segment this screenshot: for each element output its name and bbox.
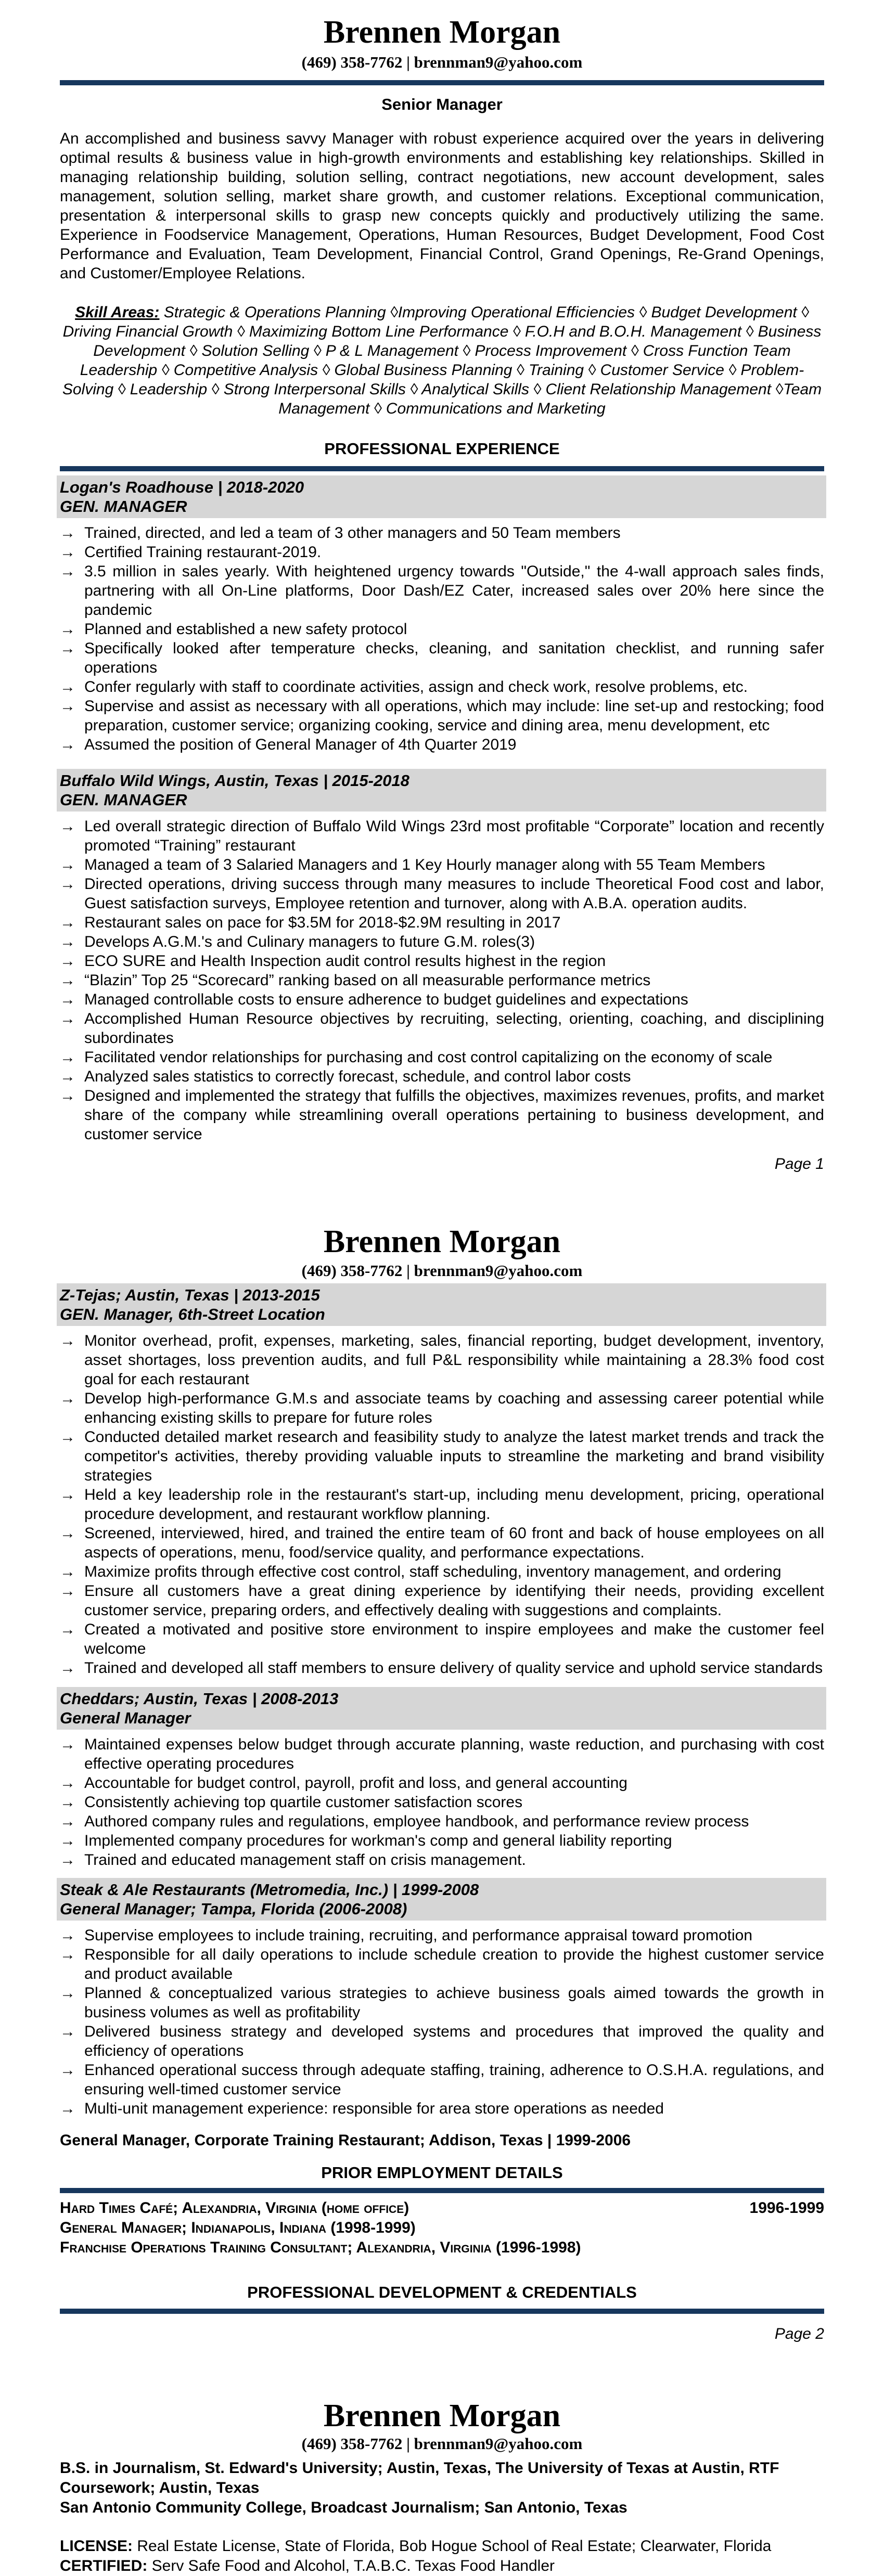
bullet-text: Managed a team of 3 Salaried Managers and 1 Key Hourly manager along with 55 Team Members xyxy=(84,856,765,873)
contact-line: (469) 358-7762 | brennman9@yahoo.com xyxy=(301,2435,583,2453)
arrow-bullet-icon: → xyxy=(60,678,75,695)
bullet-text: Develops A.G.M.'s and Culinary managers to future G.M. roles(3) xyxy=(84,933,535,950)
bullet-text: Facilitated vendor relationships for purchasing and cost control capitalizing on the economy of scale xyxy=(84,1049,773,1066)
bullet-list xyxy=(60,1331,824,1678)
bullet-item xyxy=(60,543,824,562)
license-label: LICENSE: xyxy=(60,2538,133,2555)
job-title: General Manager xyxy=(60,1709,191,1727)
bullet-text: Certified Training restaurant-2019. xyxy=(84,544,322,561)
professional-development-rule xyxy=(60,2309,824,2314)
header-rule xyxy=(60,80,824,85)
bullet-list xyxy=(60,817,824,1144)
bullet-item xyxy=(60,639,824,677)
arrow-bullet-icon: → xyxy=(60,2023,75,2040)
arrow-bullet-icon: → xyxy=(60,563,75,580)
arrow-bullet-icon: → xyxy=(60,933,75,950)
bullet-text: Maintained expenses below budget through accurate planning, waste reduction, and purchasing with cost effective operating procedures xyxy=(84,1736,824,1772)
bullet-item xyxy=(60,874,824,913)
arrow-bullet-icon: → xyxy=(60,1851,75,1869)
education-line-2: San Antonio Community College, Broadcast Journalism; San Antonio, Texas xyxy=(60,2499,627,2516)
bullet-text: Planned & conceptualized various strategies to achieve business goals aimed towards the growth in business volumes as well as profitability xyxy=(84,1985,824,2021)
bullet-item xyxy=(60,1067,824,1086)
arrow-bullet-icon: → xyxy=(60,856,75,873)
arrow-bullet-icon: → xyxy=(60,1087,75,1104)
bullet-item xyxy=(60,620,824,639)
bullet-item xyxy=(60,697,824,735)
bullet-item xyxy=(60,1983,824,2022)
certified-line xyxy=(60,2556,824,2576)
job-header-band xyxy=(57,1687,826,1730)
bullet-item xyxy=(60,1331,824,1389)
certified-label: CERTIFIED: xyxy=(60,2557,148,2574)
job-section-buffalo-wild-wings xyxy=(60,769,824,1144)
bullet-text: Specifically looked after temperature checks, cleaning, and sanitation checklist, and running safer operations xyxy=(84,640,824,676)
gm-summary-line: General Manager, Corporate Training Restaurant; Addison, Texas | 1999-2006 xyxy=(60,2132,631,2149)
education-line-1: B.S. in Journalism, St. Edward's University; Austin, Texas, The University of Texas at Austin, RTF Coursework; Austin, Texas xyxy=(60,2459,779,2496)
bullet-item xyxy=(60,1945,824,1983)
bullet-text: Trained and educated management staff on crisis management. xyxy=(84,1851,526,1869)
page-title: Brennen Morgan xyxy=(323,2398,561,2433)
arrow-bullet-icon: → xyxy=(60,914,75,931)
bullet-item xyxy=(60,932,824,951)
bullet-item xyxy=(60,1812,824,1831)
arrow-bullet-icon: → xyxy=(60,1428,75,1446)
bullet-item xyxy=(60,1793,824,1812)
job-title: GEN. Manager, 6th-Street Location xyxy=(60,1305,325,1323)
bullet-text: Assumed the position of General Manager of 4th Quarter 2019 xyxy=(84,736,517,753)
arrow-bullet-icon: → xyxy=(60,1068,75,1085)
page-number: Page 1 xyxy=(774,1155,824,1173)
job-section-cheddars xyxy=(60,1687,824,1870)
arrow-bullet-icon: → xyxy=(60,1794,75,1811)
job-company: Steak & Ale Restaurants (Metromedia, Inc.) | 1999-2008 xyxy=(60,1881,479,1899)
bullet-text: Conducted detailed market research and feasibility study to analyze the latest market trends and track the competitor's activities, thereby providing valuable inputs to streamline the marketing and brand visibility strategies xyxy=(84,1428,824,1484)
bullet-item xyxy=(60,971,824,990)
bullet-text: Trained and developed all staff members to ensure delivery of quality service and uphold service standards xyxy=(84,1659,823,1677)
contact-line: (469) 358-7762 | brennman9@yahoo.com xyxy=(301,1261,583,1280)
bullet-text: Trained, directed, and led a team of 3 other managers and 50 Team members xyxy=(84,524,621,542)
arrow-bullet-icon: → xyxy=(60,2100,75,2117)
arrow-bullet-icon: → xyxy=(60,1659,75,1677)
bullet-text: Consistently achieving top quartile customer satisfaction scores xyxy=(84,1794,523,1811)
prior-text: General Manager; Indianapolis, Indiana (1998-1999) xyxy=(60,2219,416,2236)
page-number: Page 2 xyxy=(774,2325,824,2342)
bullet-item xyxy=(60,1389,824,1427)
arrow-bullet-icon: → xyxy=(60,1927,75,1944)
job-title: General Manager; Tampa, Florida (2006-2008) xyxy=(60,1900,407,1918)
page-title: Brennen Morgan xyxy=(323,1224,561,1259)
credentials-block xyxy=(60,2536,824,2576)
bullet-item xyxy=(60,1831,824,1850)
bullet-text: Supervise and assist as necessary with all operations, which may include: line set-up and restocking; food preparation, customer service; organizing cooking, service and dining area, menu development, etc xyxy=(84,698,824,734)
arrow-bullet-icon: → xyxy=(60,1832,75,1849)
job-section-steak-and-ale xyxy=(60,1878,824,2118)
bullet-text: Restaurant sales on pace for $3.5M for 2018-$2.9M resulting in 2017 xyxy=(84,914,561,931)
bullet-item xyxy=(60,951,824,971)
bullet-item xyxy=(60,990,824,1009)
arrow-bullet-icon: → xyxy=(60,1813,75,1830)
prior-text: Franchise Operations Training Consultant; Alexandria, Virginia (1996-1998) xyxy=(60,2239,581,2256)
bullet-text: Held a key leadership role in the restaurant's start-up, including menu development, pricing, operational procedure development, and restaurant workflow planning. xyxy=(84,1486,824,1523)
job-section-logans xyxy=(60,475,824,754)
job-header-band xyxy=(57,1878,826,1921)
arrow-bullet-icon: → xyxy=(60,1985,75,2002)
job-company: Cheddars; Austin, Texas | 2008-2013 xyxy=(60,1690,339,1708)
experience-heading: PROFESSIONAL EXPERIENCE xyxy=(324,440,560,458)
arrow-bullet-icon: → xyxy=(60,544,75,561)
job-title: GEN. MANAGER xyxy=(60,497,187,516)
arrow-bullet-icon: → xyxy=(60,1946,75,1963)
arrow-bullet-icon: → xyxy=(60,1774,75,1792)
prior-text: Hard Times Café; Alexandria, Virginia (home office) xyxy=(60,2199,409,2217)
arrow-bullet-icon: → xyxy=(60,621,75,638)
bullet-text: Directed operations, driving success through many measures to include Theoretical Food cost and labor, Guest satisfaction surveys, Employee retention and turnover, along with A.B.A. operation audits. xyxy=(84,875,824,912)
bullet-text: 3.5 million in sales yearly. With heightened urgency towards "Outside," the 4-wall approach sales finds, partnering with all On-Line platforms, Door Dash/EZ Cater, increased sales over 20% here since the pandemic xyxy=(84,563,824,619)
bullet-text: Enhanced operational success through adequate staffing, training, adherence to O.S.H.A. regulations, and ensuring well-timed customer service xyxy=(84,2062,824,2098)
arrow-bullet-icon: → xyxy=(60,640,75,657)
bullet-list xyxy=(60,1926,824,2118)
bullet-text: Monitor overhead, profit, expenses, marketing, sales, financial reporting, budget development, inventory, asset shortages, loss prevention audits, and full P&L responsibility while maintaining a 28.3% food cost goal for each restaurant xyxy=(84,1332,824,1388)
certified-text: Serv Safe Food and Alcohol, T.A.B.C. Texas Food Handler xyxy=(147,2557,555,2574)
bullet-text: Managed controllable costs to ensure adherence to budget guidelines and expectations xyxy=(84,991,688,1008)
skills-paragraph xyxy=(60,303,824,418)
prior-row xyxy=(60,2198,824,2218)
contact-line: (469) 358-7762 | brennman9@yahoo.com xyxy=(301,53,583,71)
arrow-bullet-icon: → xyxy=(60,1010,75,1027)
job-header-band xyxy=(57,475,826,518)
prior-row xyxy=(60,2238,824,2258)
bullet-item xyxy=(60,1485,824,1524)
bullet-text: Led overall strategic direction of Buffalo Wild Wings 23rd most profitable “Corporate” location and recently promoted “Training” restaurant xyxy=(84,818,824,854)
bullet-item xyxy=(60,1658,824,1678)
bullet-text: Supervise employees to include training, recruiting, and performance appraisal toward promotion xyxy=(84,1927,753,1944)
bullet-text: Authored company rules and regulations, employee handbook, and performance review process xyxy=(84,1813,749,1830)
bullet-list xyxy=(60,1735,824,1870)
arrow-bullet-icon: → xyxy=(60,736,75,753)
license-line xyxy=(60,2536,824,2556)
bullet-item xyxy=(60,562,824,620)
license-text: Real Estate License, State of Florida, Bob Hogue School of Real Estate; Clearwater, Florida xyxy=(133,2538,772,2555)
bullet-text: Confer regularly with staff to coordinate activities, assign and check work, resolve problems, etc. xyxy=(84,678,748,695)
bullet-item xyxy=(60,2060,824,2099)
bullet-item xyxy=(60,1086,824,1144)
arrow-bullet-icon: → xyxy=(60,972,75,989)
experience-rule xyxy=(60,466,824,471)
arrow-bullet-icon: → xyxy=(60,818,75,835)
arrow-bullet-icon: → xyxy=(60,1736,75,1753)
arrow-bullet-icon: → xyxy=(60,991,75,1008)
bullet-item xyxy=(60,1524,824,1562)
bullet-text: Multi-unit management experience: responsible for area store operations as needed xyxy=(84,2100,664,2117)
bullet-text: Responsible for all daily operations to include schedule creation to provide the highest customer service and product available xyxy=(84,1946,824,1982)
arrow-bullet-icon: → xyxy=(60,1621,75,1638)
job-company: Z-Tejas; Austin, Texas | 2013-2015 xyxy=(60,1286,320,1304)
bullet-item xyxy=(60,1926,824,1945)
bullet-item xyxy=(60,855,824,874)
arrow-bullet-icon: → xyxy=(60,1525,75,1542)
arrow-bullet-icon: → xyxy=(60,952,75,970)
bullet-item xyxy=(60,677,824,697)
bullet-text: Accountable for budget control, payroll, profit and loss, and general accounting xyxy=(84,1774,627,1792)
arrow-bullet-icon: → xyxy=(60,524,75,542)
arrow-bullet-icon: → xyxy=(60,698,75,715)
prior-employment-list xyxy=(60,2198,824,2258)
bullet-text: Develop high-performance G.M.s and associate teams by coaching and assessing career potential while enhancing existing skills to prepare for future roles xyxy=(84,1390,824,1426)
bullet-item xyxy=(60,523,824,543)
bullet-text: Designed and implemented the strategy that fulfills the objectives, maximizes revenues, profits, and market share of the company while streamlining overall operations pertaining to business development, and customer service xyxy=(84,1087,824,1143)
arrow-bullet-icon: → xyxy=(60,1390,75,1407)
arrow-bullet-icon: → xyxy=(60,1049,75,1066)
bullet-item xyxy=(60,1427,824,1485)
job-section-z-tejas xyxy=(60,1283,824,1678)
bullet-text: Implemented company procedures for workman's comp and general liability reporting xyxy=(84,1832,672,1849)
arrow-bullet-icon: → xyxy=(60,1563,75,1580)
bullet-text: Delivered business strategy and developed systems and procedures that improved the quality and efficiency of operations xyxy=(84,2023,824,2059)
job-header-band xyxy=(57,769,826,812)
bullet-item xyxy=(60,2022,824,2060)
bullet-item xyxy=(60,2099,824,2118)
bullet-item xyxy=(60,817,824,855)
bullet-item xyxy=(60,1009,824,1048)
bullet-text: Accomplished Human Resource objectives by recruiting, selecting, orienting, coaching, and disciplining subordinates xyxy=(84,1010,824,1047)
arrow-bullet-icon: → xyxy=(60,2062,75,2079)
education-block xyxy=(60,2458,824,2518)
arrow-bullet-icon: → xyxy=(60,1332,75,1349)
job-company: Logan's Roadhouse | 2018-2020 xyxy=(60,478,304,496)
job-company: Buffalo Wild Wings, Austin, Texas | 2015-2018 xyxy=(60,771,409,790)
role-title: Senior Manager xyxy=(381,95,503,113)
arrow-bullet-icon: → xyxy=(60,875,75,893)
bullet-text: Analyzed sales statistics to correctly forecast, schedule, and control labor costs xyxy=(84,1068,631,1085)
bullet-text: Planned and established a new safety protocol xyxy=(84,621,407,638)
prior-row xyxy=(60,2218,824,2238)
bullet-item xyxy=(60,1850,824,1870)
bullet-item xyxy=(60,735,824,754)
bullet-text: Maximize profits through effective cost control, staff scheduling, inventory management, and ordering xyxy=(84,1563,781,1580)
bullet-text: Screened, interviewed, hired, and trained the entire team of 60 front and back of house employees on all aspects of operations, menu, food/service quality, and performance expectations. xyxy=(84,1525,824,1561)
bullet-item xyxy=(60,1620,824,1658)
bullet-list xyxy=(60,523,824,754)
skills-label: Skill Areas: xyxy=(75,304,160,321)
summary-paragraph: An accomplished and business savvy Manager with robust experience acquired over the years in delivering optimal results & business value in high-growth environments and establishing key relationships. Skilled in managing relationship building, solution selling, contract negotiations, new account development, sales management, solution selling, market share growth, and customer relations. Exceptional communication, presentation & interpersonal skills to grasp new concepts quickly and productively utilizing the same. Experience in Foodservice Management, Operations, Human Resources, Budget Development, Food Cost Performance and Evaluation, Team Development, Financial Control, Grand Openings, Re-Grand Openings, and Customer/Employee Relations. xyxy=(60,130,824,282)
page-title: Brennen Morgan xyxy=(323,15,561,50)
bullet-text: Ensure all customers have a great dining experience by identifying their needs, providing excellent customer service, preparing orders, and effectively dealing with suggestions and complaints. xyxy=(84,1582,824,1619)
arrow-bullet-icon: → xyxy=(60,1486,75,1503)
bullet-item xyxy=(60,1773,824,1793)
arrow-bullet-icon: → xyxy=(60,1582,75,1600)
prior-years: 1996-1999 xyxy=(749,2199,824,2217)
job-header-band xyxy=(57,1283,826,1326)
prior-employment-rule xyxy=(60,2188,824,2193)
bullet-item xyxy=(60,913,824,932)
skills-text: Strategic & Operations Planning ◊Improving Operational Efficiencies ◊ Budget Development ◊ Driving Financial Growth ◊ Maximizing Bottom Line Performance ◊ F.O.H and B.O.H. Management ◊ Business Development ◊ Solution Selling ◊ P & L Management ◊ Process Improvement ◊ Cross Function Team Leadership ◊ Competitive Analysis ◊ Global Business Planning ◊ Training ◊ Customer Service ◊ Problem-Solving ◊ Leadership ◊ Strong Interpersonal Skills ◊ Analytical Skills ◊ Client Relationship Management ◊Team Management ◊ Communications and Marketing xyxy=(62,304,822,417)
bullet-text: ECO SURE and Health Inspection audit control results highest in the region xyxy=(84,952,606,970)
professional-development-heading: PROFESSIONAL DEVELOPMENT & CREDENTIALS xyxy=(247,2283,637,2301)
bullet-text: Created a motivated and positive store environment to inspire employees and make the customer feel welcome xyxy=(84,1621,824,1657)
bullet-text: “Blazin” Top 25 “Scorecard” ranking based on all measurable performance metrics xyxy=(84,972,651,989)
bullet-item xyxy=(60,1581,824,1620)
bullet-item xyxy=(60,1048,824,1067)
bullet-item xyxy=(60,1562,824,1581)
job-title: GEN. MANAGER xyxy=(60,791,187,809)
bullet-item xyxy=(60,1735,824,1773)
prior-employment-heading: PRIOR EMPLOYMENT DETAILS xyxy=(321,2163,563,2182)
